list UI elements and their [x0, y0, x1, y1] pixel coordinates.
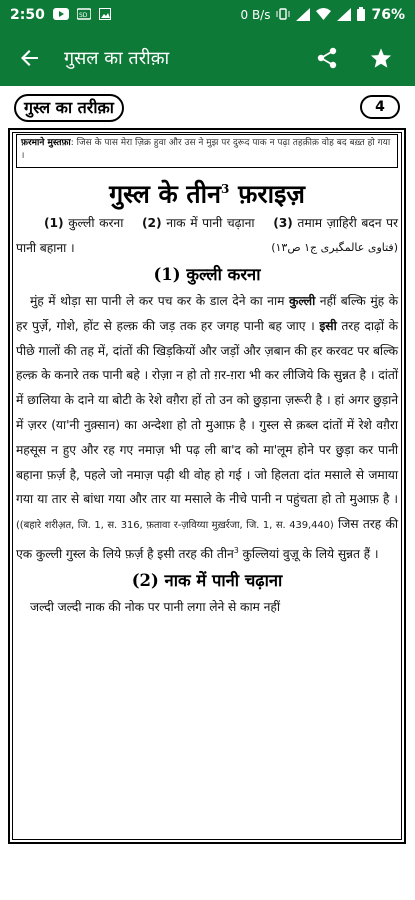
- section-paragraph-2: जल्दी जल्दी नाक की नोक पर पानी लगा लेने से काम नहीं: [30, 599, 280, 614]
- vibrate-icon: [276, 8, 290, 22]
- favorite-button[interactable]: [367, 44, 395, 72]
- title-text: गुस्ल के तीन: [109, 179, 222, 209]
- app-title: गुसल का तरीक़ा: [64, 48, 170, 69]
- page-header: [14, 94, 400, 124]
- book-page[interactable]: [0, 86, 415, 900]
- intro-text-2: नाक में पानी चढ़ाना: [161, 216, 260, 231]
- farman-box: [16, 134, 398, 168]
- intro-num-3: (3): [273, 216, 293, 231]
- intro-text-3: तमाम ज़ाहिरी बदन पर पानी बहाना ।: [16, 216, 398, 256]
- share-button[interactable]: [313, 44, 341, 72]
- para-1-bold2: इसी: [319, 318, 337, 333]
- section-heading-1: (1) कुल्ली करना: [153, 264, 261, 284]
- intro-num-2: (2): [142, 216, 162, 231]
- content-frame: [8, 128, 406, 844]
- back-button[interactable]: [12, 40, 48, 76]
- intro-reference: (فتاوی عالمگیری ج۱ ص۱۳): [271, 241, 398, 255]
- para-1b: नहीं बल्कि मुंह के हर पुर्ज़े, गोशे, होंट से हल्क़ की जड़ तक हर जगह पानी बह जाए ।: [16, 293, 398, 333]
- battery-level: 76%: [371, 7, 405, 23]
- title-sup: 3: [221, 182, 230, 196]
- notification-icon: [77, 8, 91, 22]
- section-heading-2: (2) नाक में पानी चढ़ाना: [131, 570, 283, 590]
- para-1d: जिस तरह की एक कुल्ली गुस्ल के लिये फ़र्ज़ है इसी तरह की तीन: [16, 517, 398, 561]
- para-1-reference: ((बहारे शरीअ़त, जि. 1, स. 316, फ़तावा र-ज़विय्या मुख़र्रजा, जि. 1, स. 439,440): [16, 520, 334, 532]
- title-end: फ़राइज़: [229, 179, 305, 209]
- page-title: [16, 172, 398, 211]
- status-time: 2:50: [10, 7, 45, 23]
- star-icon: [370, 47, 392, 69]
- para-1e: कुल्लियां वुज़ू के लिये सुन्नत हैं ।: [238, 546, 379, 561]
- signal-icon: [296, 8, 310, 23]
- signal-icon-2: [337, 8, 351, 23]
- chapter-label: गुस्ल का तरीक़ा: [14, 94, 124, 122]
- para-1a: मुंह में थोड़ा सा पानी ले कर पच कर के डाल देने का नाम: [30, 293, 289, 308]
- para-1c: तरह दाढ़ों के पीछे गालों की तह में, दांतों की खिड़कियों और जड़ों और ज़बान की हर करवट पर बल्कि हल्क़ के कनारे तक पानी बहे । रोज़ा न हो तो ग़र-ग़रा भी कर लीजिये कि सुन्नत है । दांतों में छालिया के दाने या बोटी के रेशे वग़ैरा हों तो उन को छुड़ाना ज़रूरी है । हां अगर छुड़ाने में ज़रर (या'नी नुक़्सान) का अन्देशा हो तो मुआफ़ है । गुस्ल से क़ब्ल दांतों में रेशे वग़ैरा महसूस न हुए और रह गए नमाज़ भी पढ़ ली बा'द को मा'लूम होने पर छुड़ा कर पानी बहाना फ़र्ज़ है, पहले जो नमाज़ पढ़ी थी वोह हो गई । जो हिलता दांत मसाले से जमाया गया या तार से बांधा गया और तार या मसाले के नीचे पानी न पहुंचता हो तो मुआफ़ है ।: [16, 318, 399, 507]
- data-speed: 0 B/s: [240, 8, 271, 22]
- wifi-icon: [316, 8, 331, 22]
- share-icon: [317, 47, 337, 69]
- battery-icon: [357, 7, 365, 23]
- intro-text-1: कुल्ली करना: [63, 216, 129, 231]
- svg-text:SD: SD: [78, 12, 88, 19]
- para-1-sup: 3: [233, 545, 239, 555]
- intro-num-1: (1): [44, 216, 64, 231]
- status-bar: [0, 0, 415, 30]
- para-1-bold: कुल्ली: [288, 293, 316, 308]
- farman-label: फ़रमाने मुस्तफ़ा: [21, 138, 71, 148]
- farman-text: : जिस के पास मेरा ज़िक्र हुवा और उस ने मुझ पर दुरूद पाक न पढ़ा तहक़ीक़ वोह बद बख़्त हो गया ।: [21, 138, 391, 161]
- page-number: 4: [360, 95, 400, 119]
- youtube-icon: [53, 8, 69, 22]
- arrow-back-icon: [20, 48, 40, 68]
- image-icon: [99, 8, 111, 22]
- app-bar: [0, 30, 415, 86]
- section-paragraph-1: [16, 289, 398, 567]
- intro-paragraph: [16, 211, 398, 261]
